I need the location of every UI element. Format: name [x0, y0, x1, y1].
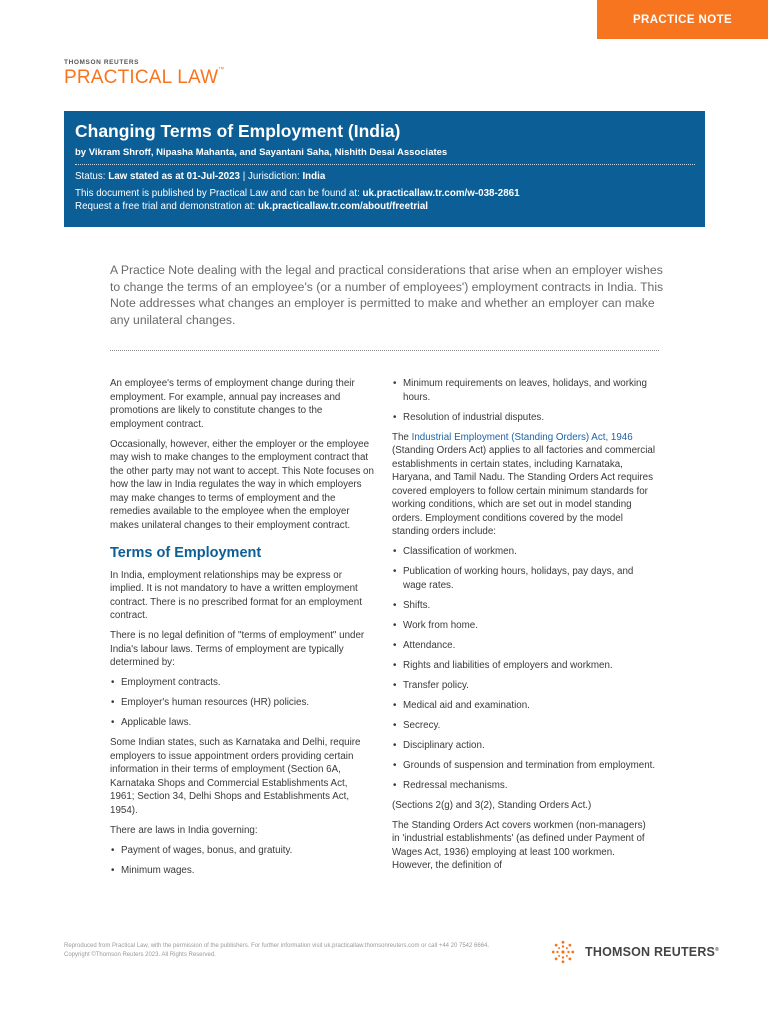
- abstract: A Practice Note dealing with the legal and practical considerations that arise when an employer wishes to change the terms of an employee's (or a number of employees') employment contracts in India. This Note addresses what changes an employer is permitted to make and whether an employer can make any unilateral changes.: [110, 263, 664, 327]
- list-item: • Shifts.: [392, 599, 656, 613]
- paragraph: Some Indian states, such as Karnataka and Delhi, require employers to issue appointment orders providing certain information in their terms of employment (Section 6A, Karnataka Shops and Commercial Establishments Act, 1961; Section 34, Delhi Shops and Establishments Act, 1954).: [110, 737, 361, 816]
- paragraph: There are laws in India governing:: [110, 824, 258, 836]
- paragraph: There is no legal definition of "terms of employment" under India's labour laws. Terms of employment are typically determined by:: [110, 630, 365, 668]
- list-item: • Minimum wages.: [110, 864, 374, 878]
- list-item: • Applicable laws.: [110, 716, 374, 730]
- list-item: • Classification of workmen.: [392, 545, 656, 559]
- authors: by Vikram Shroff, Nipasha Mahanta, and Sayantani Saha, Nishith Desai Associates: [75, 147, 448, 158]
- list-item: • Minimum requirements on leaves, holidays, and working hours.: [392, 377, 656, 404]
- section-heading: Terms of Employment: [110, 545, 262, 561]
- bullet-list: [110, 844, 374, 878]
- list-item: • Publication of working hours, holidays, pay days, and wage rates.: [392, 565, 656, 592]
- list-item: • Secrecy.: [392, 719, 656, 733]
- logo-publisher: THOMSON REUTERS: [64, 59, 140, 66]
- copyright-note: Reproduced from Practical Law, with the permission of the publishers. For further information visit uk.practicallaw.thomsonreuters.com or call +44 20 7542 6664. Copyright ©Thomson Reuters 2023. All Rights Reserved.: [64, 943, 490, 958]
- paragraph: (Sections 2(g) and 3(2), Standing Orders Act.): [392, 799, 592, 811]
- abstract-divider: [110, 350, 659, 351]
- list-item: • Redressal mechanisms.: [392, 779, 656, 793]
- logo-brand: PRACTICAL LAW™: [64, 67, 225, 88]
- right-column: [392, 377, 656, 879]
- list-item: • Rights and liabilities of employers and workmen.: [392, 659, 656, 673]
- status-line: Status: Law stated as at 01-Jul-2023 | Jurisdiction: India: [75, 171, 326, 182]
- list-item: • Disciplinary action.: [392, 739, 656, 753]
- bullet-list: [392, 545, 656, 792]
- list-item: • Resolution of industrial disputes.: [392, 411, 656, 425]
- thomson-reuters-wordmark: THOMSON REUTERS®: [585, 945, 719, 959]
- standing-orders-act-link[interactable]: Industrial Employment (Standing Orders) Act, 1946: [411, 431, 633, 443]
- list-item: • Employment contracts.: [110, 676, 374, 690]
- paragraph: In India, employment relationships may be express or implied. It is not mandatory to have a written employment contract. There is no prescribed format for an employment contract.: [110, 569, 362, 621]
- title-banner: [64, 111, 705, 227]
- banner-divider: [75, 164, 695, 165]
- thomson-reuters-dots-icon: [551, 940, 575, 964]
- paragraph: The Industrial Employment (Standing Orders) Act, 1946 (Standing Orders Act) applies to all factories and commercial establishments in certain states, including Karnataka, Haryana, and Tamil Nadu. The Standing Orders Act requires covered employers to follow certain minimum standards for working conditions, which are set out in model standing orders. Employment conditions covered by the model standing orders include:: [392, 431, 655, 537]
- published-link[interactable]: uk.practicallaw.tr.com/w-038-2861: [362, 188, 520, 199]
- practice-note-tab: PRACTICE NOTE: [597, 0, 768, 39]
- thomson-reuters-logo: [551, 940, 719, 964]
- trial-line: Request a free trial and demonstration at: uk.practicallaw.tr.com/about/freetrial: [75, 201, 429, 212]
- left-column: [110, 377, 374, 884]
- list-item: • Attendance.: [392, 639, 656, 653]
- list-item: • Medical aid and examination.: [392, 699, 656, 713]
- bullet-list: [392, 377, 656, 424]
- paragraph: An employee's terms of employment change during their employment. For example, annual pay increases and promotions are likely to constitute changes to the employment contract.: [110, 378, 355, 430]
- list-item: • Payment of wages, bonus, and gratuity.: [110, 844, 374, 858]
- paragraph: The Standing Orders Act covers workmen (non-managers) in 'industrial establishments' (as defined under Payment of Wages Act, 1936) employing at least 100 workmen. However, the definition of: [392, 819, 646, 871]
- list-item: • Employer's human resources (HR) policies.: [110, 696, 374, 710]
- trial-link[interactable]: uk.practicallaw.tr.com/about/freetrial: [257, 201, 429, 212]
- document-title: Changing Terms of Employment (India): [75, 121, 401, 141]
- paragraph: Occasionally, however, either the employer or the employee may wish to make changes to the employment contract that the other party may not want to accept. This Note focuses on how the law in India regulates the way in which employers may make changes to terms of employment and the remedies available to the employee when the employer makes unilateral changes to their employment contract.: [110, 438, 374, 531]
- list-item: • Transfer policy.: [392, 679, 656, 693]
- practical-law-logo: [64, 59, 224, 89]
- list-item: • Grounds of suspension and termination from employment.: [392, 759, 656, 773]
- bullet-list: [110, 676, 374, 730]
- published-line: This document is published by Practical Law and can be found at: uk.practicallaw.tr.com/w-038-2861: [75, 188, 520, 199]
- list-item: • Work from home.: [392, 619, 656, 633]
